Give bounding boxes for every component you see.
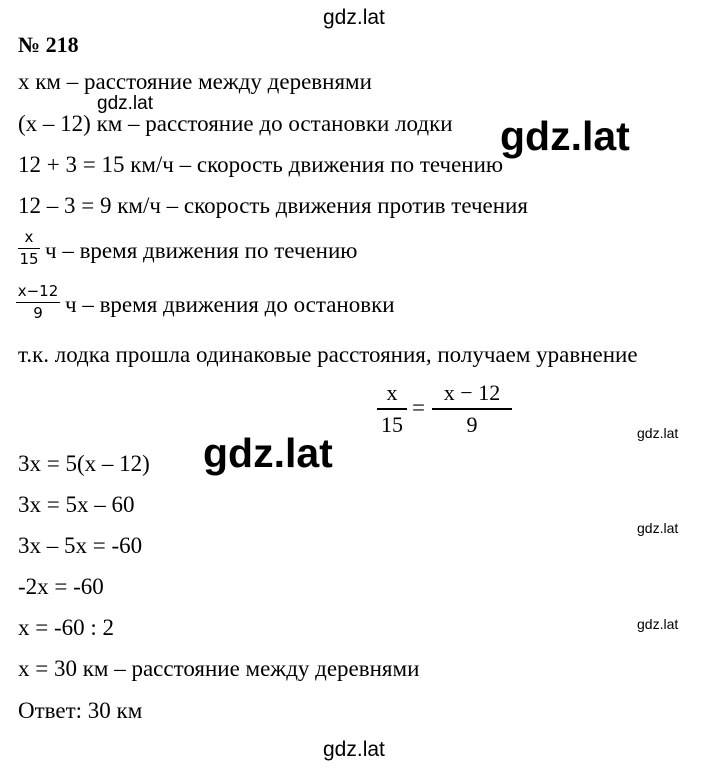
equation-left-fraction (377, 381, 407, 437)
equation-equals-sign: = (412, 395, 425, 420)
line-2: (x – 12) км – расстояние до остановки лодки (18, 111, 453, 136)
line-10: 3x – 5x = -60 (18, 533, 143, 558)
watermark-big-center: gdz.lat (203, 430, 333, 476)
fraction-x-minus-12-over-9 (16, 283, 60, 322)
fraction-x-over-15 (18, 229, 40, 268)
fraction-numerator: x−12 (17, 282, 59, 300)
fraction-bar (377, 408, 407, 410)
line-9: 3x = 5x – 60 (18, 492, 135, 517)
line-6: ч – время движения до остановки (65, 292, 395, 317)
equation-right-fraction (432, 381, 512, 437)
watermark-small-left: gdz.lat (97, 93, 153, 114)
line-13: x = 30 км – расстояние между деревнями (18, 656, 420, 681)
watermark-right-1: gdz.lat (637, 425, 679, 441)
fraction-denominator: 9 (33, 304, 43, 322)
fraction-denominator: 15 (19, 250, 39, 268)
line-7: т.к. лодка прошла одинаковые расстояния, получаем уравнение (18, 342, 638, 367)
watermark-bottom: gdz.lat (323, 738, 385, 761)
fraction-numerator: x (24, 228, 34, 246)
problem-number: № 218 (18, 32, 79, 57)
fraction-numerator: x − 12 (443, 380, 501, 405)
line-12: x = -60 : 2 (18, 615, 115, 640)
watermark-big-right: gdz.lat (500, 113, 630, 159)
fraction-denominator: 15 (381, 411, 403, 437)
line-11: -2x = -60 (18, 574, 104, 599)
fraction-bar (432, 408, 512, 410)
line-3: 12 + 3 = 15 км/ч – скорость движения по течению (18, 152, 504, 177)
watermark-top: gdz.lat (323, 6, 385, 29)
fraction-bar (16, 302, 60, 303)
fraction-numerator: x (386, 380, 398, 405)
line-5: ч – время движения по течению (45, 238, 358, 263)
watermark-right-3: gdz.lat (637, 616, 679, 632)
fraction-bar (18, 248, 40, 249)
line-4: 12 – 3 = 9 км/ч – скорость движения против течения (18, 193, 528, 218)
watermark-right-2: gdz.lat (637, 520, 679, 536)
answer-line: Ответ: 30 км (18, 698, 143, 723)
fraction-denominator: 9 (466, 411, 478, 437)
line-1: x км – расстояние между деревнями (18, 69, 372, 94)
line-8: 3x = 5(x – 12) (18, 451, 150, 476)
